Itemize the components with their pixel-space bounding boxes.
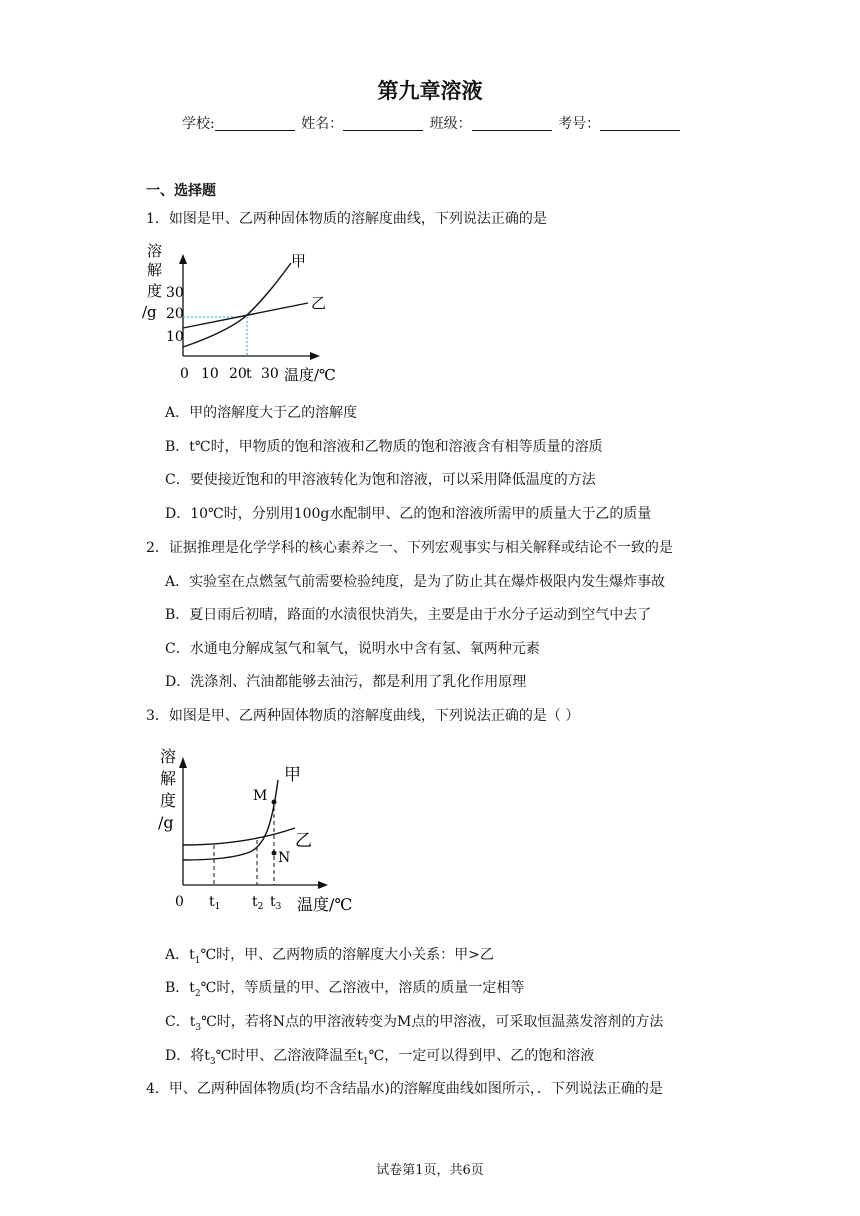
question-3-option-c[interactable]: C．$t_3℃$时，若将N点的甲溶液转变为M点的甲溶液，可采取恒温蒸发溶剂的方法 (165, 1014, 664, 1033)
question-3-solubility-graph (150, 740, 370, 920)
school-blank (215, 116, 295, 131)
graph1-x-arrow (310, 352, 320, 360)
graph2-point-n (272, 851, 277, 856)
graph2-xtick-t1: $t_1$ (209, 894, 221, 912)
graph1-ytick-30: 30 (166, 285, 184, 301)
graph2-series-yi: 乙 (295, 831, 312, 851)
graph2-xlabel: 温度/℃ (297, 895, 353, 914)
graph1-ylabel-1: 溶 (147, 242, 163, 260)
question-3-option-d[interactable]: D．将$t_3℃$时甲、乙溶液降温至$t_1℃$，一定可以得到甲、乙的饱和溶液 (165, 1048, 595, 1067)
graph1-xtick-30: 30 (261, 366, 279, 382)
graph1-line-yi (183, 303, 308, 328)
graph1-series-jia: 甲 (291, 252, 307, 270)
question-1-option-a[interactable]: A．甲的溶解度大于乙的溶解度 (165, 405, 358, 421)
graph2-label-m: M (253, 788, 268, 804)
graph2-x-arrow (318, 881, 328, 889)
graph1-ylabel-2: 解 (147, 261, 163, 279)
graph1-xtick-10: 10 (201, 366, 219, 382)
school-label: 学校: (182, 116, 215, 132)
graph2-ylabel-2: 解 (160, 769, 177, 788)
exam-number-blank (600, 116, 680, 131)
question-1-option-b[interactable]: B．t℃时，甲物质的饱和溶液和乙物质的饱和溶液含有相等质量的溶质 (165, 439, 603, 455)
graph1-xtick-20: 20 (229, 366, 247, 382)
question-4-stem: 4．甲、乙两种固体物质(均不含结晶水)的溶解度曲线如图所示，．下列说法正确的是 (146, 1081, 663, 1097)
graph2-y-arrow (179, 757, 187, 768)
graph2-xtick-t2: $t_2$ (252, 894, 264, 912)
name-label: 姓名： (301, 116, 344, 132)
graph1-series-yi: 乙 (311, 294, 327, 312)
page-title: 第九章溶液 (377, 78, 483, 103)
section-heading: 一、选择题 (146, 183, 216, 199)
graph1-ylabel-3: 度 (147, 282, 163, 300)
question-2-option-c[interactable]: C．水通电分解成氢气和氧气，说明水中含有氢、氧两种元素 (165, 641, 540, 657)
question-1-option-d[interactable]: D．10℃时，分别用100g水配制甲、乙的饱和溶液所需甲的质量大于乙的质量 (165, 506, 652, 522)
graph2-label-n: N (278, 850, 291, 866)
graph2-ylabel-3: 度 (160, 791, 177, 810)
graph1-ytick-10: 10 (166, 329, 184, 345)
graph2-origin: 0 (175, 894, 184, 910)
question-1-stem: 1．如图是甲、乙两种固体物质的溶解度曲线，下列说法正确的是 (146, 211, 547, 227)
question-3-option-b[interactable]: B．$t_2℃$时，等质量的甲、乙溶液中，溶质的质量一定相等 (165, 980, 525, 999)
class-label: 班级： (429, 116, 472, 132)
graph1-xlabel: 温度/℃ (284, 366, 336, 384)
class-blank (472, 116, 552, 131)
graph1-xtick-t: t (246, 366, 252, 382)
graph1-ytick-20: 20 (166, 306, 184, 322)
graph2-series-jia: 甲 (284, 765, 301, 785)
graph2-curve-yi (183, 828, 295, 845)
graph1-curve-jia (183, 263, 291, 347)
question-3-stem: 3．如图是甲、乙两种固体物质的溶解度曲线，下列说法正确的是（ ） (146, 708, 580, 724)
question-1-solubility-graph (140, 238, 360, 388)
question-3-option-a[interactable]: A．$t_1℃$时，甲、乙两物质的溶解度大小关系：甲>乙 (165, 947, 494, 966)
exam-number-label: 考号： (558, 116, 601, 132)
name-blank (343, 116, 423, 131)
student-info-line (182, 113, 682, 133)
graph1-xtick-0: 0 (180, 366, 189, 382)
question-1-option-c[interactable]: C．要使接近饱和的甲溶液转化为饱和溶液，可以采用降低温度的方法 (165, 472, 596, 488)
graph2-ylabel-1: 溶 (160, 747, 177, 766)
graph2-ylabel-4: /g (158, 813, 174, 832)
question-2-stem: 2．证据推理是化学学科的核心素养之一、下列宏观事实与相关解释或结论不一致的是 (146, 540, 673, 556)
question-2-option-a[interactable]: A．实验室在点燃氢气前需要检验纯度，是为了防止其在爆炸极限内发生爆炸事故 (165, 574, 666, 590)
graph1-y-arrow (179, 254, 187, 264)
graph1-ylabel-4: /g (142, 303, 157, 321)
graph2-point-m (272, 800, 277, 805)
question-2-option-b[interactable]: B．夏日雨后初晴，路面的水渍很快消失，主要是由于水分子运动到空气中去了 (165, 607, 652, 623)
page-footer: 试卷第1页，共6页 (376, 1163, 484, 1178)
question-2-option-d[interactable]: D．洗涤剂、汽油都能够去油污，都是利用了乳化作用原理 (165, 674, 527, 690)
graph2-xtick-t3: $t_3$ (270, 894, 282, 912)
